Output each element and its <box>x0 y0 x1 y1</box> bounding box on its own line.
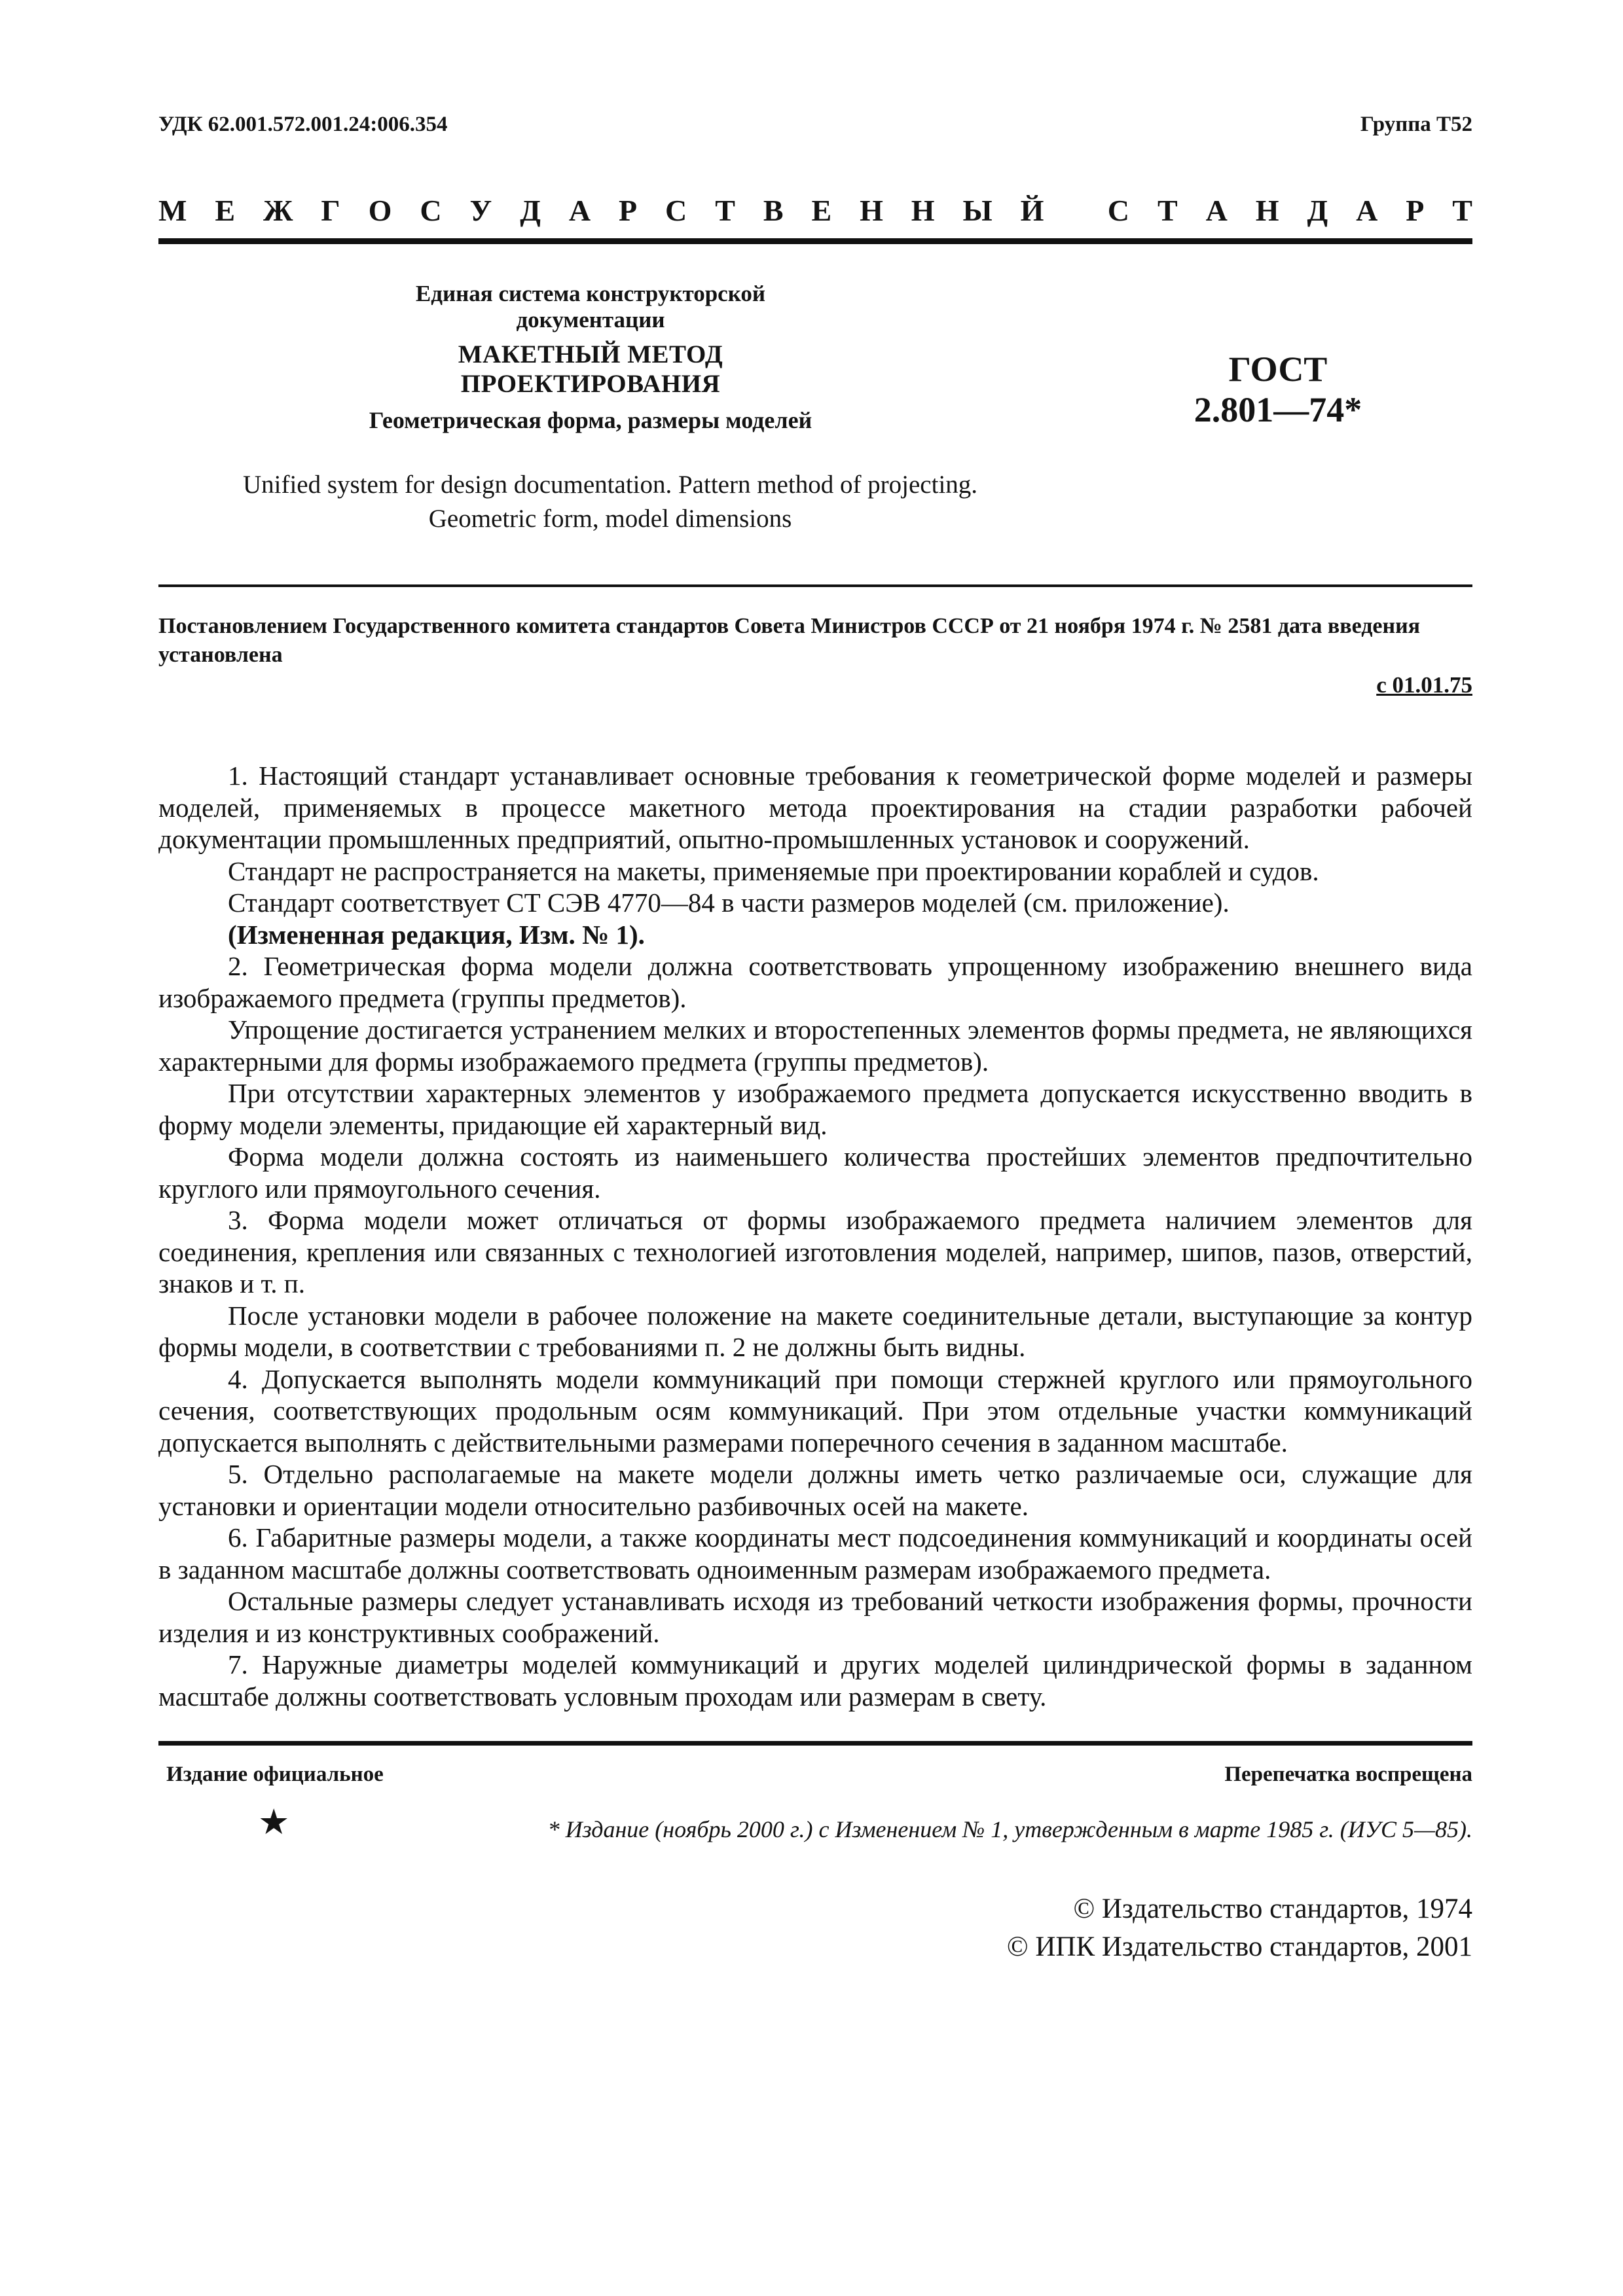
body-paragraph: Упрощение достигается устранением мелких и второстепенных элементов формы предмета, не являющихся характерными для формы изображаемого предмета (группы предметов). <box>158 1014 1472 1077</box>
banner-letter: Т <box>1157 194 1178 227</box>
banner-letter: Е <box>811 194 832 227</box>
body-paragraph: После установки модели в рабочее положение на макете соединительные детали, выступающие за контур формы модели, в соответствии с требованиями п. 2 не должны быть видны. <box>158 1300 1472 1362</box>
body-paragraph: 2. Геометрическая форма модели должна соответствовать упрощенному изображению внешнего вида изображаемого предмета (группы предметов). <box>158 951 1472 1013</box>
english-title <box>198 468 1023 536</box>
decree-text: Постановлением Государственного комитета стандартов Совета Министров СССР от 21 ноября 1974 г. № 2581 дата введения установлена <box>158 614 1421 667</box>
footer-rule <box>158 1741 1472 1746</box>
official-edition-label: Издание официальное <box>166 1763 384 1786</box>
banner-letter: У <box>469 194 492 227</box>
body-paragraph: 1. Настоящий стандарт устанавливает основные требования к геометрической форме моделей и размеры моделей, применяемых в процессе макетного метода проектирования на стадии разработки рабочей документации промышленных предприятий, опытно-промышленных установок и сооружений. <box>158 761 1472 854</box>
standard-body <box>158 760 1472 1712</box>
udc-code: УДК 62.001.572.001.24:006.354 <box>158 113 448 136</box>
intro-date: с 01.01.75 <box>1376 672 1472 698</box>
gost-label: ГОСТ <box>1228 350 1328 389</box>
banner-letter: Ж <box>263 194 293 227</box>
banner-letter: Т <box>715 194 735 227</box>
edition-note: * Издание (ноябрь 2000 г.) с Изменением № 1, утвержденным в марте 1985 г. (ИУС 5—85). <box>547 1816 1472 1842</box>
banner-letter: Ы <box>962 194 993 227</box>
series-title: Единая система конструкторской документации <box>415 281 766 332</box>
banner-letter: Й <box>1020 194 1044 227</box>
header-row <box>158 110 1472 139</box>
body-paragraph: Стандарт соответствует СТ СЭВ 4770—84 в части размеров моделей (см. приложение). <box>228 888 1230 918</box>
banner-letter: Н <box>1255 194 1279 227</box>
reprint-prohibited-label: Перепечатка воспрещена <box>1224 1763 1472 1786</box>
english-title-line: Unified system for design documentation. Pattern method of projecting. <box>242 471 978 499</box>
banner-letter: Н <box>911 194 935 227</box>
document-subtitle: Геометрическая форма, размеры моделей <box>369 407 812 433</box>
body-paragraph: 6. Габаритные размеры модели, а также координаты мест подсоединения коммуникаций и координаты осей в заданном масштабе должны соответствовать одноименным размерам изображаемого предмета. <box>158 1522 1472 1585</box>
banner-letter: Е <box>215 194 236 227</box>
body-paragraph: 4. Допускается выполнять модели коммуникаций при помощи стержней круглого или прямоугольного сечения, соответствующих продольным осям коммуникаций. При этом отдельные участки коммуникаций допускается выполнять с действительными размерами поперечного сечения в заданном масштабе. <box>158 1363 1472 1458</box>
footer-row <box>158 1763 1472 1787</box>
banner-letter: А <box>1205 194 1228 227</box>
banner-letter: М <box>158 194 187 227</box>
copyright-block <box>158 1890 1472 1966</box>
banner-letter: Д <box>1307 194 1328 227</box>
banner-letter: Н <box>860 194 883 227</box>
body-paragraph: Остальные размеры следует устанавливать исходя из требований четкости изображения формы, прочности изделия и из конструктивных соображений. <box>158 1586 1472 1648</box>
intro-date-row <box>158 672 1472 698</box>
banner-letter: С <box>1107 194 1130 227</box>
gost-number: 2.801—74* <box>1194 390 1362 429</box>
body-paragraph: 5. Отдельно располагаемые на макете модели должны иметь четко различаемые оси, служащие для установки и ориентации модели относительно разбивочных осей на макете. <box>158 1459 1472 1521</box>
body-paragraph: При отсутствии характерных элементов у изображаемого предмета допускается искусственно вводить в форму модели элементы, придающие ей характерный вид. <box>158 1078 1472 1140</box>
body-paragraph: Стандарт не распространяется на макеты, применяемые при проектировании кораблей и судов. <box>228 855 1319 886</box>
english-title-line: Geometric form, model dimensions <box>428 505 792 533</box>
banner-letter: А <box>1356 194 1378 227</box>
body-paragraph: 7. Наружные диаметры моделей коммуникаций и других моделей цилиндрической формы в заданном масштабе должны соответствовать условным проходам или размерам в свету. <box>158 1649 1472 1712</box>
title-rule <box>158 584 1472 587</box>
star-icon: ★ <box>258 1803 290 1842</box>
banner-gap <box>1072 192 1080 229</box>
banner-letter: С <box>420 194 442 227</box>
gost-designation <box>1186 349 1370 430</box>
title-block <box>158 244 1472 584</box>
group-code: Группа Т52 <box>1360 113 1472 136</box>
banner-rule <box>158 238 1472 244</box>
banner-letter: Р <box>1406 194 1425 227</box>
banner-letter: Г <box>321 194 340 227</box>
banner-letter: Д <box>520 194 541 227</box>
body-paragraph: 3. Форма модели может отличаться от формы изображаемого предмета наличием элементов для соединения, крепления или связанных с технологией изготовления моделей, например, шипов, пазов, отверстий, знаков и т. п. <box>158 1205 1472 1299</box>
amendment-note: (Измененная редакция, Изм. № 1). <box>228 919 645 950</box>
banner-letter: О <box>368 194 392 227</box>
banner-letter: А <box>568 194 591 227</box>
edition-row <box>158 1803 1472 1850</box>
interstate-standard-banner <box>158 192 1472 229</box>
banner-letter: Т <box>1452 194 1472 227</box>
banner-letter: В <box>763 194 784 227</box>
document-title: МАКЕТНЫЙ МЕТОД ПРОЕКТИРОВАНИЯ <box>458 340 723 398</box>
body-paragraph: Форма модели должна состоять из наименьшего количества простейших элементов предпочтительно круглого или прямоугольного сечения. <box>158 1141 1472 1204</box>
copyright-line: © Издательство стандартов, 1974 <box>1073 1893 1472 1924</box>
banner-letter: С <box>665 194 687 227</box>
banner-letter: Р <box>618 194 638 227</box>
copyright-line: © ИПК Издательство стандартов, 2001 <box>1006 1931 1472 1962</box>
